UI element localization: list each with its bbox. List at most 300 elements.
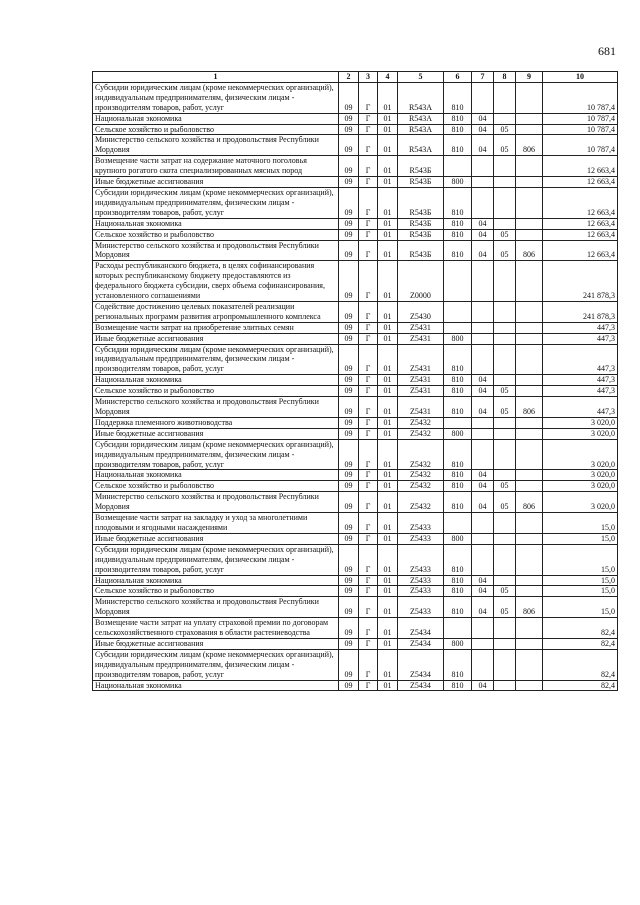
header-cell: 7 <box>472 72 494 83</box>
table-header-row <box>93 72 618 83</box>
amount-cell: 3 020,0 <box>543 470 618 481</box>
code-cell <box>516 218 543 229</box>
code-cell: 09 <box>339 470 359 481</box>
code-cell: Г <box>359 177 378 188</box>
amount-cell: 10 787,4 <box>543 82 618 113</box>
table-row <box>93 177 618 188</box>
code-cell <box>494 301 516 322</box>
code-cell: R543Б <box>398 177 444 188</box>
row-name-cell: Субсидии юридическим лицам (кроме некоммерческих организаций), индивидуальным предпринимателям, физическим лицам - производителям товаров, работ, услуг <box>93 649 339 680</box>
row-name-cell: Министерство сельского хозяйства и продовольствия Республики Мордовия <box>93 397 339 418</box>
code-cell <box>516 481 543 492</box>
code-cell: Г <box>359 344 378 375</box>
table-row <box>93 82 618 113</box>
header-cell: 3 <box>359 72 378 83</box>
code-cell <box>516 544 543 575</box>
code-cell: 01 <box>378 375 398 386</box>
code-cell: 09 <box>339 386 359 397</box>
code-cell <box>472 187 494 218</box>
row-name-cell: Сельское хозяйство и рыболовство <box>93 386 339 397</box>
code-cell: 806 <box>516 492 543 513</box>
code-cell: Z5432 <box>398 470 444 481</box>
code-cell: Z5434 <box>398 649 444 680</box>
code-cell <box>494 638 516 649</box>
code-cell: 810 <box>444 344 472 375</box>
code-cell: Z5433 <box>398 544 444 575</box>
code-cell: Г <box>359 375 378 386</box>
code-cell: 01 <box>378 240 398 261</box>
code-cell: 01 <box>378 586 398 597</box>
budget-table <box>92 71 618 691</box>
code-cell: 01 <box>378 386 398 397</box>
code-cell: Z5433 <box>398 586 444 597</box>
amount-cell: 12 663,4 <box>543 229 618 240</box>
code-cell <box>516 513 543 534</box>
code-cell: 05 <box>494 397 516 418</box>
code-cell: 09 <box>339 240 359 261</box>
code-cell: R543A <box>398 113 444 124</box>
header-cell: 10 <box>543 72 618 83</box>
row-name-cell: Иные бюджетные ассигнования <box>93 533 339 544</box>
code-cell: 01 <box>378 229 398 240</box>
code-cell: 09 <box>339 492 359 513</box>
code-cell: 04 <box>472 680 494 691</box>
header-cell: 6 <box>444 72 472 83</box>
code-cell: Г <box>359 470 378 481</box>
row-name-cell: Содействие достижению целевых показателей реализации региональных программ развития агропромышленного комплекса <box>93 301 339 322</box>
row-name-cell: Иные бюджетные ассигнования <box>93 638 339 649</box>
code-cell: Z5432 <box>398 417 444 428</box>
code-cell: 01 <box>378 397 398 418</box>
amount-cell: 447,3 <box>543 397 618 418</box>
code-cell <box>516 533 543 544</box>
code-cell <box>472 82 494 113</box>
code-cell <box>494 428 516 439</box>
code-cell: Г <box>359 229 378 240</box>
code-cell: R543Б <box>398 187 444 218</box>
amount-cell: 15,0 <box>543 533 618 544</box>
code-cell: Z5431 <box>398 322 444 333</box>
row-name-cell: Министерство сельского хозяйства и продовольствия Республики Мордовия <box>93 240 339 261</box>
code-cell: 810 <box>444 680 472 691</box>
code-cell <box>516 386 543 397</box>
amount-cell: 10 787,4 <box>543 135 618 156</box>
row-name-cell: Национальная экономика <box>93 218 339 229</box>
row-name-cell: Субсидии юридическим лицам (кроме некоммерческих организаций), индивидуальным предпринимателям, физическим лицам - производителям товаров, работ, услуг <box>93 544 339 575</box>
code-cell: 09 <box>339 322 359 333</box>
code-cell: 810 <box>444 135 472 156</box>
code-cell: 01 <box>378 301 398 322</box>
row-name-cell: Национальная экономика <box>93 470 339 481</box>
code-cell: 09 <box>339 439 359 470</box>
code-cell <box>472 439 494 470</box>
code-cell: 01 <box>378 638 398 649</box>
code-cell: R543Б <box>398 156 444 177</box>
code-cell: 09 <box>339 187 359 218</box>
row-name-cell: Иные бюджетные ассигнования <box>93 428 339 439</box>
code-cell <box>516 638 543 649</box>
code-cell <box>494 344 516 375</box>
code-cell: Г <box>359 586 378 597</box>
code-cell: 01 <box>378 261 398 302</box>
code-cell: R543Б <box>398 218 444 229</box>
code-cell: 01 <box>378 680 398 691</box>
table-row <box>93 229 618 240</box>
code-cell <box>472 513 494 534</box>
code-cell: 04 <box>472 240 494 261</box>
code-cell: 810 <box>444 544 472 575</box>
code-cell: 05 <box>494 124 516 135</box>
code-cell: 01 <box>378 124 398 135</box>
table-row <box>93 218 618 229</box>
code-cell <box>516 261 543 302</box>
code-cell: 01 <box>378 322 398 333</box>
table-row <box>93 649 618 680</box>
header-cell: 1 <box>93 72 339 83</box>
row-name-cell: Национальная экономика <box>93 375 339 386</box>
code-cell: Z5432 <box>398 428 444 439</box>
table-row <box>93 322 618 333</box>
code-cell <box>516 187 543 218</box>
code-cell: 01 <box>378 575 398 586</box>
table-row <box>93 638 618 649</box>
amount-cell: 241 878,3 <box>543 261 618 302</box>
code-cell: 09 <box>339 301 359 322</box>
code-cell: 04 <box>472 397 494 418</box>
amount-cell: 15,0 <box>543 544 618 575</box>
code-cell: Z5433 <box>398 597 444 618</box>
code-cell: 09 <box>339 218 359 229</box>
code-cell: Г <box>359 322 378 333</box>
code-cell: Г <box>359 261 378 302</box>
code-cell: 09 <box>339 638 359 649</box>
code-cell <box>494 533 516 544</box>
code-cell: 810 <box>444 82 472 113</box>
code-cell: Z5431 <box>398 397 444 418</box>
code-cell: 09 <box>339 680 359 691</box>
code-cell: 810 <box>444 597 472 618</box>
table-row <box>93 417 618 428</box>
amount-cell: 15,0 <box>543 575 618 586</box>
code-cell <box>516 229 543 240</box>
code-cell: Г <box>359 492 378 513</box>
code-cell <box>494 680 516 691</box>
table-row <box>93 597 618 618</box>
row-name-cell: Министерство сельского хозяйства и продовольствия Республики Мордовия <box>93 135 339 156</box>
code-cell: Z5430 <box>398 301 444 322</box>
code-cell <box>472 638 494 649</box>
code-cell <box>494 322 516 333</box>
code-cell <box>516 156 543 177</box>
amount-cell: 15,0 <box>543 597 618 618</box>
amount-cell: 3 020,0 <box>543 492 618 513</box>
code-cell: 09 <box>339 586 359 597</box>
code-cell: 09 <box>339 417 359 428</box>
code-cell <box>494 375 516 386</box>
table-row <box>93 439 618 470</box>
code-cell: 09 <box>339 113 359 124</box>
code-cell: 800 <box>444 533 472 544</box>
code-cell: Г <box>359 386 378 397</box>
code-cell: Г <box>359 533 378 544</box>
code-cell: 09 <box>339 375 359 386</box>
code-cell: 01 <box>378 135 398 156</box>
code-cell: 01 <box>378 82 398 113</box>
amount-cell: 10 787,4 <box>543 113 618 124</box>
code-cell <box>472 649 494 680</box>
code-cell: 01 <box>378 544 398 575</box>
code-cell: 810 <box>444 481 472 492</box>
row-name-cell: Возмещение части затрат на уплату страховой премии по договорам сельскохозяйственного страхования в области растениеводства <box>93 618 339 639</box>
page-number: 681 <box>598 44 616 58</box>
table-row <box>93 544 618 575</box>
code-cell: Г <box>359 240 378 261</box>
amount-cell: 12 663,4 <box>543 187 618 218</box>
code-cell: Z5432 <box>398 481 444 492</box>
code-cell: 806 <box>516 240 543 261</box>
code-cell: 810 <box>444 218 472 229</box>
code-cell: 01 <box>378 597 398 618</box>
code-cell <box>494 82 516 113</box>
row-name-cell: Расходы республиканского бюджета, в целях софинансирования которых республиканскому бюджету предоставляются из федерального бюджета субсидии, сверх объема софинансирования, установленного соглашениями <box>93 261 339 302</box>
code-cell: 09 <box>339 344 359 375</box>
code-cell: 05 <box>494 135 516 156</box>
row-name-cell: Поддержка племенного животноводства <box>93 417 339 428</box>
code-cell: 09 <box>339 333 359 344</box>
row-name-cell: Сельское хозяйство и рыболовство <box>93 481 339 492</box>
code-cell: 09 <box>339 544 359 575</box>
code-cell: Г <box>359 575 378 586</box>
code-cell: Г <box>359 544 378 575</box>
code-cell: Г <box>359 481 378 492</box>
code-cell <box>516 375 543 386</box>
code-cell <box>516 333 543 344</box>
code-cell: 04 <box>472 124 494 135</box>
amount-cell: 447,3 <box>543 344 618 375</box>
code-cell: 09 <box>339 156 359 177</box>
code-cell: 810 <box>444 124 472 135</box>
code-cell: 800 <box>444 177 472 188</box>
row-name-cell: Сельское хозяйство и рыболовство <box>93 586 339 597</box>
row-name-cell: Возмещение части затрат на приобретение элитных семян <box>93 322 339 333</box>
code-cell: Г <box>359 649 378 680</box>
code-cell <box>472 533 494 544</box>
table-row <box>93 386 618 397</box>
code-cell <box>516 124 543 135</box>
code-cell: 01 <box>378 156 398 177</box>
code-cell <box>472 261 494 302</box>
row-name-cell: Сельское хозяйство и рыболовство <box>93 124 339 135</box>
code-cell <box>494 544 516 575</box>
table-row <box>93 240 618 261</box>
code-cell: 04 <box>472 481 494 492</box>
code-cell: 810 <box>444 439 472 470</box>
code-cell: 05 <box>494 492 516 513</box>
code-cell <box>444 156 472 177</box>
code-cell <box>516 575 543 586</box>
code-cell <box>472 618 494 639</box>
code-cell <box>516 177 543 188</box>
code-cell: Г <box>359 597 378 618</box>
amount-cell: 3 020,0 <box>543 439 618 470</box>
code-cell: Z5433 <box>398 575 444 586</box>
code-cell: 09 <box>339 513 359 534</box>
code-cell: Г <box>359 638 378 649</box>
code-cell <box>516 439 543 470</box>
row-name-cell: Субсидии юридическим лицам (кроме некоммерческих организаций), индивидуальным предпринимателям, физическим лицам - производителям товаров, работ, услуг <box>93 82 339 113</box>
code-cell: 09 <box>339 597 359 618</box>
code-cell <box>494 156 516 177</box>
code-cell: Z5431 <box>398 333 444 344</box>
code-cell <box>444 301 472 322</box>
code-cell <box>444 618 472 639</box>
code-cell: Z5431 <box>398 344 444 375</box>
code-cell: 810 <box>444 229 472 240</box>
code-cell: 800 <box>444 428 472 439</box>
table-row <box>93 344 618 375</box>
amount-cell: 241 878,3 <box>543 301 618 322</box>
code-cell: 05 <box>494 229 516 240</box>
code-cell <box>494 187 516 218</box>
code-cell <box>444 513 472 534</box>
code-cell <box>516 344 543 375</box>
code-cell: 04 <box>472 597 494 618</box>
code-cell <box>516 618 543 639</box>
amount-cell: 447,3 <box>543 322 618 333</box>
code-cell <box>494 177 516 188</box>
row-name-cell: Субсидии юридическим лицам (кроме некоммерческих организаций), индивидуальным предпринимателям, физическим лицам - производителям товаров, работ, услуг <box>93 187 339 218</box>
amount-cell: 447,3 <box>543 386 618 397</box>
code-cell <box>516 470 543 481</box>
code-cell: 05 <box>494 240 516 261</box>
amount-cell: 82,4 <box>543 680 618 691</box>
code-cell: 04 <box>472 470 494 481</box>
code-cell: 04 <box>472 135 494 156</box>
code-cell <box>472 322 494 333</box>
code-cell: 04 <box>472 575 494 586</box>
code-cell: 04 <box>472 113 494 124</box>
code-cell <box>494 261 516 302</box>
amount-cell: 10 787,4 <box>543 124 618 135</box>
code-cell: 09 <box>339 618 359 639</box>
code-cell: Z5434 <box>398 618 444 639</box>
code-cell: Г <box>359 124 378 135</box>
code-cell: 810 <box>444 187 472 218</box>
code-cell: 09 <box>339 124 359 135</box>
amount-cell: 3 020,0 <box>543 428 618 439</box>
code-cell: 810 <box>444 375 472 386</box>
table-row <box>93 156 618 177</box>
amount-cell: 12 663,4 <box>543 240 618 261</box>
code-cell <box>472 156 494 177</box>
table-row <box>93 680 618 691</box>
code-cell <box>494 439 516 470</box>
code-cell: Z5434 <box>398 638 444 649</box>
code-cell <box>494 575 516 586</box>
code-cell <box>494 513 516 534</box>
code-cell <box>516 417 543 428</box>
code-cell: 05 <box>494 481 516 492</box>
code-cell: Г <box>359 439 378 470</box>
code-cell: Г <box>359 156 378 177</box>
code-cell: Г <box>359 397 378 418</box>
row-name-cell: Иные бюджетные ассигнования <box>93 333 339 344</box>
code-cell <box>472 333 494 344</box>
row-name-cell: Сельское хозяйство и рыболовство <box>93 229 339 240</box>
code-cell: Z5432 <box>398 492 444 513</box>
amount-cell: 82,4 <box>543 638 618 649</box>
table-row <box>93 618 618 639</box>
code-cell <box>444 417 472 428</box>
code-cell: 810 <box>444 575 472 586</box>
code-cell <box>472 428 494 439</box>
code-cell: 810 <box>444 113 472 124</box>
code-cell <box>472 417 494 428</box>
amount-cell: 3 020,0 <box>543 481 618 492</box>
code-cell: Г <box>359 301 378 322</box>
code-cell: 09 <box>339 397 359 418</box>
code-cell: 09 <box>339 229 359 240</box>
amount-cell: 15,0 <box>543 513 618 534</box>
table-row <box>93 492 618 513</box>
table-row <box>93 301 618 322</box>
code-cell: 01 <box>378 513 398 534</box>
row-name-cell: Министерство сельского хозяйства и продовольствия Республики Мордовия <box>93 597 339 618</box>
code-cell: Г <box>359 513 378 534</box>
row-name-cell: Министерство сельского хозяйства и продовольствия Республики Мордовия <box>93 492 339 513</box>
code-cell: Z5432 <box>398 439 444 470</box>
code-cell <box>516 649 543 680</box>
code-cell <box>494 333 516 344</box>
code-cell: 01 <box>378 417 398 428</box>
amount-cell: 15,0 <box>543 586 618 597</box>
header-cell: 8 <box>494 72 516 83</box>
code-cell: 01 <box>378 649 398 680</box>
code-cell: R543A <box>398 124 444 135</box>
header-cell: 5 <box>398 72 444 83</box>
amount-cell: 12 663,4 <box>543 218 618 229</box>
code-cell: 800 <box>444 638 472 649</box>
code-cell: R543Б <box>398 229 444 240</box>
code-cell: 806 <box>516 397 543 418</box>
code-cell: Г <box>359 113 378 124</box>
code-cell: 04 <box>472 375 494 386</box>
code-cell: 810 <box>444 386 472 397</box>
code-cell: Г <box>359 187 378 218</box>
row-name-cell: Национальная экономика <box>93 113 339 124</box>
code-cell <box>516 82 543 113</box>
table-row <box>93 397 618 418</box>
code-cell: 01 <box>378 218 398 229</box>
code-cell: Г <box>359 618 378 639</box>
code-cell: 01 <box>378 177 398 188</box>
code-cell: 09 <box>339 649 359 680</box>
amount-cell: 3 020,0 <box>543 417 618 428</box>
code-cell: R543A <box>398 135 444 156</box>
code-cell: 09 <box>339 428 359 439</box>
code-cell: 09 <box>339 575 359 586</box>
code-cell: 806 <box>516 597 543 618</box>
code-cell: 04 <box>472 218 494 229</box>
header-cell: 2 <box>339 72 359 83</box>
code-cell: 01 <box>378 428 398 439</box>
code-cell <box>516 680 543 691</box>
amount-cell: 447,3 <box>543 333 618 344</box>
code-cell: 09 <box>339 533 359 544</box>
row-name-cell: Национальная экономика <box>93 680 339 691</box>
amount-cell: 447,3 <box>543 375 618 386</box>
code-cell: 04 <box>472 586 494 597</box>
